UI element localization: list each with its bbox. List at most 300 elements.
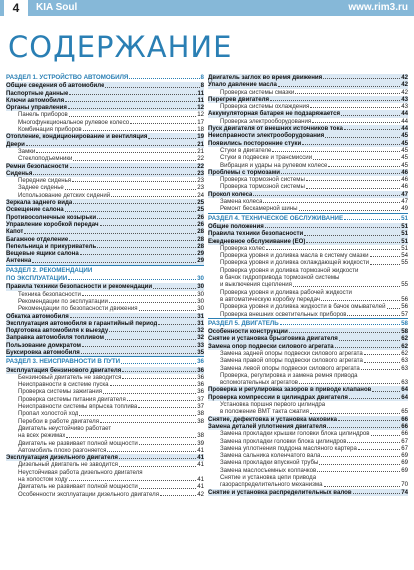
toc-subentry [6,491,204,498]
leader-dots [160,495,196,496]
leader-dots [304,235,400,236]
entry-title: Проверка внешних осветительных приборов [220,310,347,318]
leader-dots [130,123,196,124]
toc-subentry [6,111,204,118]
entry-title: Замена сальника коленчатого вала [220,452,321,460]
leader-dots [371,435,401,436]
entry-title: Ключи автомобиля [6,96,65,104]
entry-title: Управление коробкой передач [6,220,99,228]
toc-entry [6,257,204,264]
entry-title: Замена левой опоры подвески силового агрегата [220,364,360,372]
entry-title: Передние сиденья [18,177,72,185]
leader-dots [107,451,196,452]
page-ref: 63 [401,364,408,372]
toc-subentry [208,154,408,161]
page-header-bar [0,0,414,16]
leader-dots [139,310,197,311]
toc-entry [6,199,204,206]
leader-dots [312,122,400,123]
leader-dots [139,488,196,489]
toc-entry [6,133,204,140]
toc-subentry [208,89,408,96]
entry-title: Особенности эксплуатации дизельного двигателя [18,490,160,498]
toc-entry [208,125,408,132]
entry-title: Заднее сиденье [18,184,64,192]
toc-entry-line [208,274,408,281]
page-ref: 45 [401,132,408,140]
toc-entry [208,416,408,423]
toc-entry-line [208,296,408,303]
leader-dots [387,308,401,309]
entry-title: в положение ВМТ такта сжатия [220,408,309,416]
page-ref: 46 [401,183,408,191]
entry-title: Многофункциональное рулевое колесо [18,118,130,126]
entry-title: Двигатель неустойчиво работает [18,424,112,432]
leader-dots [83,130,197,131]
toc-entry [6,250,204,257]
leader-dots [299,210,401,211]
leader-dots [66,437,196,438]
leader-dots [129,74,199,79]
leader-dots [321,456,400,457]
leader-dots [122,371,196,372]
page-ref: 36 [197,366,204,374]
leader-dots [313,159,400,160]
page-ref: 47 [401,190,408,198]
toc-subentry [6,410,204,417]
page-ref: 65 [401,408,408,416]
leader-dots [69,116,196,117]
page-ref: 63 [401,357,408,365]
leader-dots [33,174,196,175]
entry-title: Двигатель заглох во время движения [208,74,323,81]
leader-dots [253,195,400,196]
leader-dots [266,249,400,250]
toc-subentry [208,438,408,445]
page-ref: 38 [197,410,204,418]
entry-title: на холостом ходу [18,476,68,484]
page-ref: 44 [401,125,408,133]
entry-title: Паспортные данные [6,89,69,97]
leader-dots [24,233,196,234]
toc-entry [208,238,408,245]
entry-title: Проверка уровня и доливка масла в систему смазки [220,252,369,260]
page-ref: 47 [401,198,408,206]
toc-subentry [6,155,204,162]
toc-entry [208,169,408,176]
leader-dots [82,346,196,347]
entry-title: Неисправности электрооборудования [208,132,325,140]
leader-dots [100,422,196,423]
leader-dots [364,354,400,355]
leader-dots [280,320,400,325]
section-heading [6,74,204,81]
page-ref: 51 [401,237,408,245]
toc-subentry [208,459,408,466]
leader-dots [272,151,400,152]
toc-entry [208,423,408,430]
leader-dots [80,254,196,255]
leader-dots [364,362,400,363]
entry-title: Проверка и регулировка зазоров в приводе клапанов [208,386,372,394]
entry-title: Отопление, кондиционирование и вентиляция [6,133,148,141]
toc-entry-line [208,281,408,288]
toc-entry [208,335,408,342]
entry-title: и выключения сцепления [220,281,292,289]
toc-subentry [208,467,408,474]
toc-entry [208,132,408,139]
toc-entry [208,386,408,393]
toc-subentry [6,291,204,298]
entry-title: Проверка системы зажигания [18,388,103,396]
section-title: РАЗДЕЛ 5. ДВИГАТЕЛЬ [208,319,279,327]
leader-dots [138,407,196,408]
page-ref: 51 [401,230,408,238]
page-ref: 25 [197,206,204,214]
leader-dots [370,256,401,257]
page-ref: 66 [401,422,408,430]
toc-subentry [208,350,408,357]
entry-title: Двигатель не развивает полной мощности [18,483,138,491]
leader-dots [109,331,196,332]
page-ref: 29 [197,250,204,258]
entry-title: Снятие, дефектовка и установка маховика [208,415,338,423]
page-ref: 23 [197,169,204,177]
entry-title: Проверка уровня и доливка охлаждающей жидкости [220,259,370,267]
entry-title: Проверка компрессии в цилиндрах двигателя [208,393,348,401]
toc-entry [208,74,408,81]
page-ref: 41 [197,454,204,462]
page-ref: 32 [197,334,204,342]
entry-title: Проверка системы смазки [220,88,295,96]
page-ref: 64 [401,393,408,401]
page-ref: 41 [197,476,204,484]
toc-entry-line [208,481,408,488]
leader-dots [317,471,400,472]
entry-title: Проверка, регулировка и замена ремня привода [220,371,358,379]
toc-subentry [6,396,204,403]
entry-title: в бачок гидропривода тормозной системы [220,274,340,282]
header-brand: KIA Soul [36,2,78,13]
entry-title: Сиденья [6,169,33,177]
toc-subentry [208,147,408,154]
page-ref: 35 [197,348,204,356]
toc-entry [208,140,408,147]
entry-title: Установка поршня первого цилиндра [220,401,326,409]
entry-title: вспомогательных агрегатов [220,379,299,387]
entry-title: Ремонт бескамерной шины [220,205,298,213]
entry-title: Неисправности в системе пуска [18,381,109,389]
entry-title: Стуки в двигателе [220,146,272,154]
page-ref: 51 [401,244,408,252]
toc-entry-line [6,476,204,483]
toc-entry-line [208,408,408,415]
page-ref: 8 [200,82,204,90]
toc-entry-line [6,432,204,439]
entry-title: Проверка колес [220,244,265,252]
leader-dots [127,400,196,401]
toc-entry [208,489,408,496]
leader-dots [103,393,196,394]
toc-entry [6,349,204,356]
entry-title: газораспределительного механизма [220,481,323,489]
page-ref: 41 [197,446,204,454]
toc-subentry [6,305,204,312]
leader-dots [69,94,196,95]
leader-dots [100,225,197,226]
toc-subentry [208,430,408,437]
leader-dots [70,167,197,168]
leader-dots [347,442,400,443]
entry-title: Пропал холостой ход [18,410,79,418]
entry-title: Замена прокладки крышки головки блока цилиндров [220,430,370,438]
page-ref: 38 [197,432,204,440]
toc-subentry [6,418,204,425]
leader-dots [109,302,196,303]
entry-title: Неустойчивая работа дизельного двигателя [18,468,143,476]
page-ref: 30 [197,283,204,291]
entry-title: Проверка уровня и доливка рабочей жидкости [220,288,352,296]
page-ref: 30 [197,290,204,298]
leader-dots [319,464,400,465]
leader-dots [65,101,196,102]
entry-title: Ремни безопасности [6,162,69,170]
toc-subentry [6,381,204,388]
leader-dots [119,466,196,467]
toc-subentry [208,252,408,259]
leader-dots [281,173,400,174]
page-ref: 8 [200,74,204,81]
page-ref: 58 [401,319,408,327]
entry-title: Неисправности системы впрыска топлива [18,403,138,411]
section-title: РАЗДЕЛ 3. НЕИСПРАВНОСТИ В ПУТИ [6,358,121,366]
toc-entry-line [208,372,408,379]
toc-subentry [6,388,204,395]
leader-dots [299,383,400,384]
entry-title: Проверка системы охлаждения [220,103,310,111]
leader-dots [81,353,196,354]
page-ref: 69 [401,459,408,467]
leader-dots [110,385,197,386]
leader-dots [122,378,196,379]
page-ref: 66 [401,415,408,423]
leader-dots [82,295,196,296]
leader-dots [26,145,196,146]
toc-left-column [6,74,204,498]
entry-title: Использование детских сидений [18,191,111,199]
leader-dots [68,108,196,109]
leader-dots [306,242,400,243]
page-ref: 17 [197,118,204,126]
entry-title: Вибрация и удары на рулевом колесе [220,161,328,169]
toc-entry-line [208,474,408,481]
page-ref: 41 [197,461,204,469]
page-ref: 49 [401,205,408,213]
leader-dots [293,286,400,287]
entry-title: Проверка уровня и доливка жидкости в бачок омывателей [220,303,386,311]
page-ref: 42 [401,74,408,81]
page-ref: 63 [401,379,408,387]
leader-dots [310,107,400,108]
page-ref: 22 [197,155,204,163]
page-ref: 28 [197,235,204,243]
page-ref: 11 [197,89,204,97]
toc-entry [208,328,408,335]
page-ref: 70 [401,481,408,489]
page-ref: 74 [401,488,408,496]
page-ref: 46 [401,176,408,184]
page-ref: 22 [197,162,204,170]
toc-entry [6,454,204,461]
toc-subentry [208,452,408,459]
toc-subentry [208,303,408,310]
toc-entry [6,104,204,111]
entry-title: Ежедневное обслуживание (ЕО) [208,237,306,245]
entry-title: Рекомендации по эксплуатации [18,297,108,305]
toc-entry-line [208,267,408,274]
section-heading [6,356,204,365]
toc-subentry [208,103,408,110]
entry-title: Проверка системы питания двигателя [18,395,126,403]
page-ref: 55 [401,259,408,267]
page-ref: 23 [197,184,204,192]
page-ref: 46 [401,168,408,176]
section-heading [208,318,408,327]
toc-subentry [6,447,204,454]
section-title: РАЗДЕЛ 4. ТЕХНИЧЕСКОЕ ОБСЛУЖИВАНИЕ [208,214,344,222]
toc-entry-line [208,379,408,386]
leader-dots [97,218,196,219]
page-ref: 33 [197,341,204,349]
leader-dots [310,413,400,414]
section-title: РАЗДЕЛ 2. РЕКОМЕНДАЦИИ [6,266,93,274]
page-ref: 26 [197,220,204,228]
page-ref: 62 [401,349,408,357]
page-ref: 45 [401,139,408,147]
entry-title: Подготовка автомобиля к выезду [6,327,109,335]
toc-entry [208,191,408,198]
page-ref: 45 [401,161,408,169]
entry-title: Замена деталей уплотнения двигателя [208,422,327,430]
toc-entry [208,81,408,88]
entry-title: Комбинация приборов [18,126,82,134]
page-ref: 36 [197,373,204,381]
entry-title: Стуки в подвеске и трансмиссии [220,154,313,162]
toc-entry [6,313,204,320]
toc-entry [208,110,408,117]
toc-subentry [208,118,408,125]
toc-subentry [6,403,204,410]
entry-title: Упало давление масла [208,81,277,89]
entry-title: Прокол колеса [208,190,253,198]
entry-title: Органы управления [6,104,67,112]
leader-dots [347,315,400,316]
entry-title: Рекомендации по безопасности движения [18,305,138,313]
page-ref: 44 [401,117,408,125]
toc-entry [208,343,408,350]
entry-title: Противосолнечные козырьки [6,213,97,221]
page-ref: 67 [401,444,408,452]
toc-entry [6,228,204,235]
page-ref: 19 [197,133,204,141]
leader-dots [70,317,196,318]
leader-dots [306,188,400,189]
leader-dots [324,486,401,487]
toc-subentry [6,177,204,184]
page-ref: 62 [401,342,408,350]
entry-title: Замена правой опоры подвески силового агрегата [220,357,363,365]
leader-dots [323,78,400,79]
leader-dots [111,196,196,197]
entry-title: Замена задней опоры подвески силового агрегата [220,349,363,357]
entry-title: Багажное отделение [6,235,69,243]
page-ref: 12 [197,111,204,119]
toc-subentry [208,205,408,212]
leader-dots [372,391,400,392]
leader-dots [73,203,196,204]
leader-dots [278,86,400,87]
page-ref: 37 [197,395,204,403]
page-ref: 54 [401,252,408,260]
page-ref: 36 [197,358,204,366]
toc-entry [6,163,204,170]
toc-subentry [208,176,408,183]
entry-title: Пуск двигателя от внешних источников тока [208,125,343,133]
toc-entry [6,214,204,221]
entry-title: Проверка тормозной системы [220,176,305,184]
page-ref: 12 [197,104,204,112]
toc-subentry [208,365,408,372]
leader-dots [325,137,400,138]
entry-title: Двигатель не развивает полной мощности [18,439,138,447]
toc-subentry [208,245,408,252]
page-ref: 69 [401,452,408,460]
toc-entry [6,82,204,89]
leader-dots [148,138,196,139]
toc-entry-line [6,425,204,432]
entry-title: Бензиновый двигатель не заводится [18,373,122,381]
entry-title: в автоматическую коробку передач [220,295,321,303]
toc-subentry [208,445,408,452]
page-ref: 67 [401,437,408,445]
leader-dots [79,415,196,416]
page-ref: 41 [197,483,204,491]
leader-dots [295,93,400,94]
page-ref: 25 [197,199,204,207]
entry-title: Правила техники безопасности и рекомендации [6,283,153,291]
leader-dots [289,332,400,333]
leader-dots [69,240,196,241]
leader-dots [335,347,401,348]
toc-subentry [6,184,204,191]
page-ref: 51 [401,214,408,222]
toc-entry [6,283,204,290]
entry-title: Пользование домкратом [6,341,81,349]
entry-title: Перегрев двигателя [208,95,270,103]
toc-entry [6,320,204,327]
page-ref: 36 [197,381,204,389]
page-number: 4 [4,0,28,16]
toc-entry [6,236,204,243]
entry-title: Панель приборов [18,111,68,119]
page-ref: 23 [197,177,204,185]
entry-title: Замки [18,147,36,155]
leader-dots [341,115,400,116]
toc-subentry [208,198,408,205]
entry-title: Буксировка автомобиля [6,348,80,356]
header-site: www.rim3.ru [348,2,408,13]
entry-title: Появились посторонние стуки [208,139,302,147]
